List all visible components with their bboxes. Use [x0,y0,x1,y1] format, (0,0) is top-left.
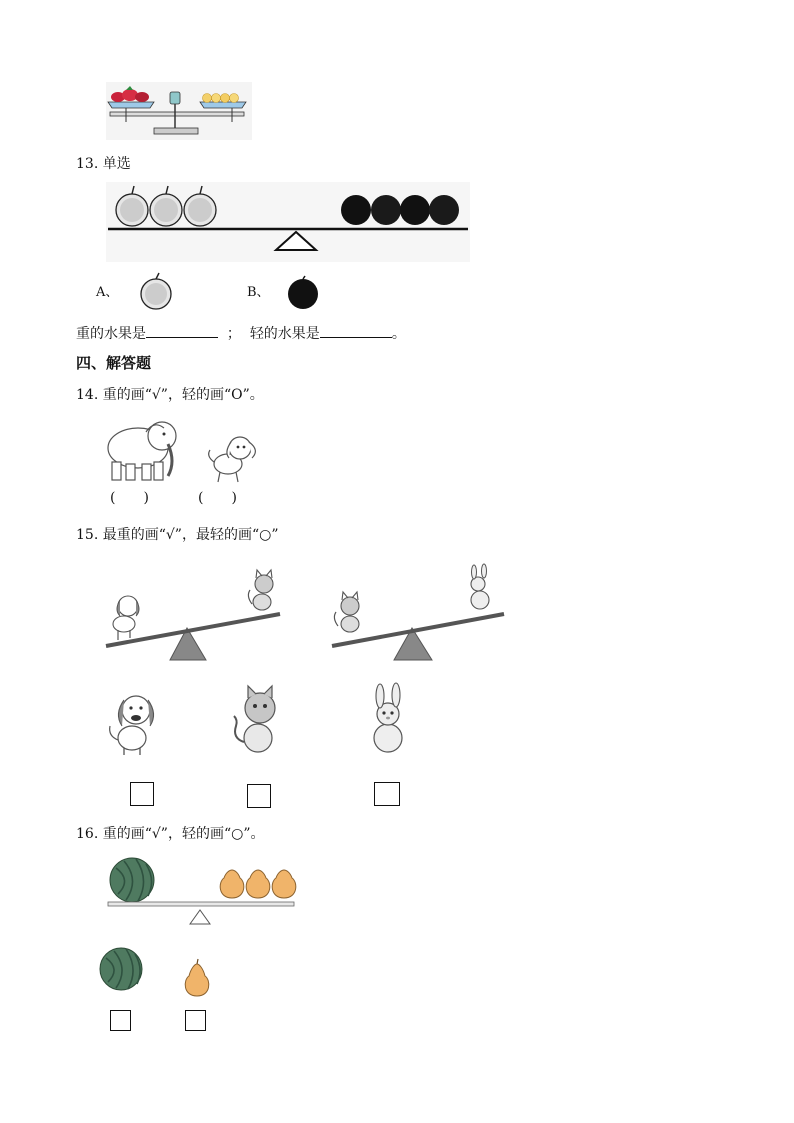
cat-icon [228,686,284,756]
answer-box-rabbit[interactable] [374,782,400,806]
fill-text-light: 轻的水果是 [249,326,320,342]
option-b-label[interactable]: B、 [247,285,270,300]
apple-icon[interactable] [136,272,176,312]
balance-scale-icon [106,854,296,928]
fill-text-heavy: 重的水果是 [76,326,146,342]
answer-box-pear[interactable] [185,1010,206,1031]
answer-paren-elephant[interactable]: ( ) [110,490,149,506]
watermelon-icon [110,858,154,902]
q13-type: 单选 [102,156,131,172]
answer-blank-light[interactable] [320,323,392,338]
answer-paren-dog[interactable]: ( ) [198,490,237,506]
balance-scale-icon [102,566,284,662]
q15-number: 15. [76,527,99,543]
cat-icon [334,592,359,632]
q16-heading [76,825,264,843]
dog-icon [106,686,160,756]
dog-icon [113,596,139,640]
q14-text: 重的画“√”，轻的画“O”。 [102,387,264,403]
answer-blank-heavy[interactable] [146,323,218,338]
q13-fill-line [76,323,406,343]
rabbit-icon [471,564,489,609]
dark-fruit-icon[interactable] [284,276,322,310]
cat-icon [248,570,273,610]
q14-heading [76,386,264,404]
answer-box-watermelon[interactable] [110,1010,131,1031]
balance-scale-icon [106,82,252,140]
q15-heading [76,526,278,544]
q15-text: 最重的画“√”，最轻的画“○” [102,527,279,543]
answer-box-dog[interactable] [130,782,154,806]
fill-end: 。 [391,326,406,342]
pear-icon [220,870,296,898]
q13-heading [76,155,131,173]
q13-number: 13. [76,156,99,172]
option-a-label[interactable]: A、 [96,285,119,300]
elephant-icon [102,414,180,484]
q14-number: 14. [76,387,99,403]
watermelon-icon [98,946,144,992]
section-title: 四、解答题 [76,354,152,372]
dog-icon [204,430,264,484]
answer-box-cat[interactable] [247,784,271,808]
balance-scale-icon [328,566,508,662]
fill-separator: ； [226,326,241,342]
q16-text: 重的画“√”，轻的画“○”。 [102,826,265,842]
q16-number: 16. [76,826,99,842]
rabbit-icon [366,684,412,756]
balance-scale-icon [106,182,470,262]
pear-icon [182,958,212,998]
